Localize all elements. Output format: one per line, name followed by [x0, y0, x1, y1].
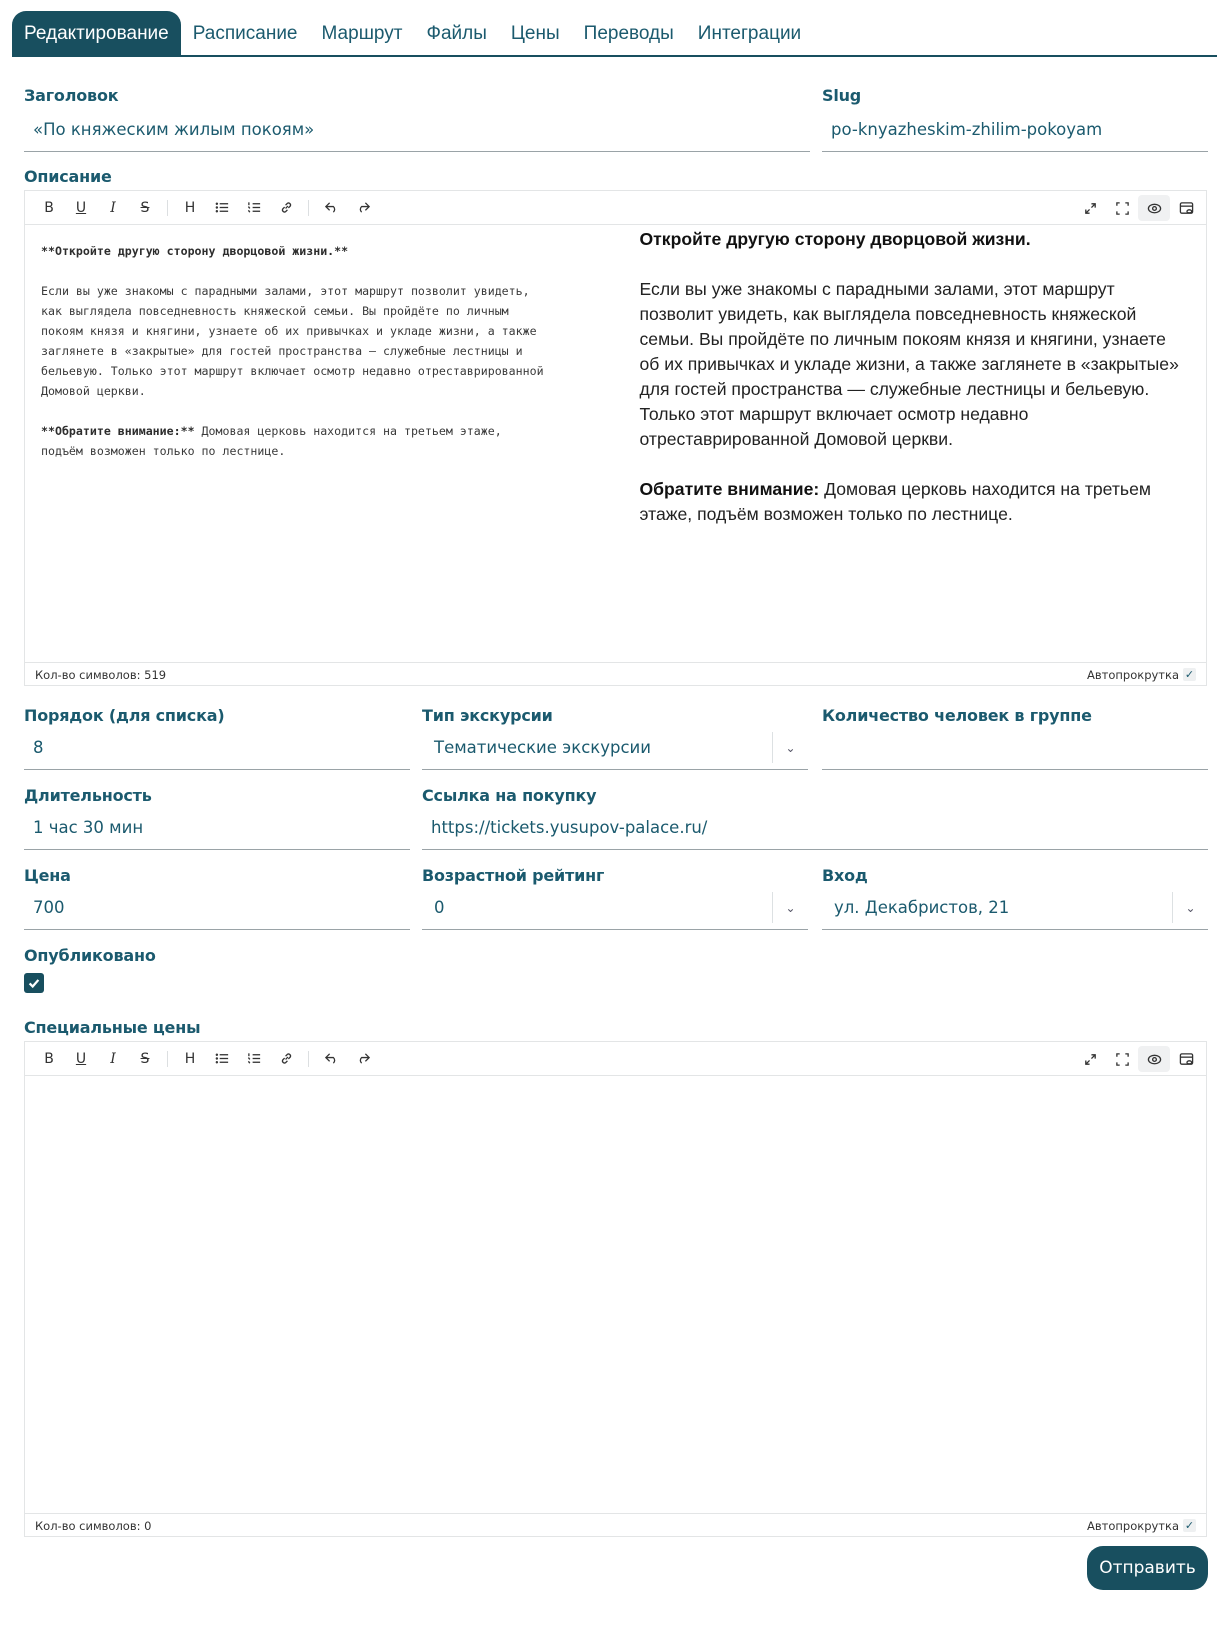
tab-integrations[interactable]: Интеграции	[697, 23, 802, 44]
heading-glyph: H	[184, 1050, 196, 1067]
special-prices-textarea[interactable]	[25, 1076, 1206, 1513]
preview-note-text: Домовая церковь находится на третьем этаже, подъём возможен только по лестнице.	[639, 479, 1151, 524]
md-note-bold: **Обратите внимание:**	[41, 424, 195, 438]
group-size-label: Количество человек в группе	[822, 706, 1092, 725]
preview-note	[640, 477, 1187, 527]
check-icon: ✓	[1184, 668, 1195, 681]
special-prices-statusbar	[25, 1513, 1206, 1537]
autoscroll-toggle[interactable]	[1087, 1519, 1196, 1533]
link-icon[interactable]	[270, 1046, 302, 1072]
duration-value: 1 час 30 мин	[33, 818, 144, 837]
preview-heading: Откройте другую сторону дворцовой жизни.	[639, 229, 1031, 249]
duration-label: Длительность	[24, 786, 152, 805]
age-rating-value: 0	[434, 898, 445, 917]
bold-icon[interactable]	[33, 1046, 65, 1072]
bold-icon[interactable]	[33, 195, 65, 221]
markdown-textarea[interactable]	[25, 225, 616, 662]
underline-icon[interactable]	[65, 195, 97, 221]
toolbar-separator	[308, 200, 309, 216]
redo-icon[interactable]	[347, 1046, 379, 1072]
numbered-list-icon[interactable]	[238, 1046, 270, 1072]
fullscreen-icon[interactable]	[1074, 195, 1106, 221]
heading-icon[interactable]	[174, 1046, 206, 1072]
description-editor	[24, 190, 1207, 686]
preview-icon[interactable]	[1138, 1046, 1170, 1072]
toolbar-right	[1074, 195, 1202, 221]
tour-type-label: Тип экскурсии	[422, 706, 553, 725]
undo-icon[interactable]	[315, 195, 347, 221]
strike-glyph: S	[140, 199, 150, 216]
chevron-down-icon: ⌄	[1172, 892, 1208, 923]
check-icon: ✓	[1184, 1519, 1195, 1532]
description-body	[25, 225, 1206, 662]
submit-button[interactable]: Отправить	[1087, 1546, 1208, 1590]
autoscroll-label: Автопрокрутка	[1087, 1518, 1179, 1533]
underline-glyph: U	[75, 1050, 87, 1067]
order-label: Порядок (для списка)	[24, 706, 225, 725]
fullscreen-icon[interactable]	[1074, 1046, 1106, 1072]
description-label: Описание	[24, 167, 112, 186]
slug-input[interactable]	[822, 108, 1208, 152]
md-paragraph: Если вы уже знакомы с парадными залами, этот маршрут позволит увидеть, как выглядела повседневность княжеской семьи. Вы пройдёте по личным покоям князя и княгини, узнаете об их привычках и укладе жизни, а также заглянете в «закрытые» для гостей пространства — служебные лестницы и бельевую. Только этот маршрут включает осмотр недавно отреставрированной Домовой церкви.	[41, 284, 544, 398]
expand-icon[interactable]	[1106, 1046, 1138, 1072]
tab-edit[interactable]: Редактирование	[12, 11, 181, 55]
toolbar-separator	[167, 200, 168, 216]
heading-glyph: H	[184, 199, 196, 216]
link-icon[interactable]	[270, 195, 302, 221]
char-count: Кол-во символов: 519	[35, 667, 167, 682]
tab-prices[interactable]: Цены	[510, 23, 560, 44]
bold-glyph: B	[44, 1050, 54, 1067]
md-heading: **Откройте другую сторону дворцовой жизни.**	[41, 244, 349, 258]
heading-icon[interactable]	[174, 195, 206, 221]
title-input[interactable]	[24, 108, 810, 152]
bullet-list-icon[interactable]	[206, 195, 238, 221]
entrance-value: ул. Декабристов, 21	[834, 898, 1010, 917]
chevron-down-icon: ⌄	[772, 892, 808, 923]
description-toolbar	[25, 191, 1206, 225]
purchase-link-label: Ссылка на покупку	[422, 786, 597, 805]
tour-type-select[interactable]	[422, 726, 808, 770]
strike-glyph: S	[140, 1050, 150, 1067]
char-count: Кол-во символов: 0	[35, 1518, 152, 1533]
checkmark-icon	[27, 976, 41, 990]
autoscroll-toggle[interactable]	[1087, 668, 1196, 682]
numbered-list-icon[interactable]	[238, 195, 270, 221]
redo-icon[interactable]	[347, 195, 379, 221]
strikethrough-icon[interactable]	[129, 195, 161, 221]
price-value: 700	[33, 898, 65, 917]
title-label: Заголовок	[24, 86, 119, 105]
italic-icon[interactable]	[97, 195, 129, 221]
tab-bar	[12, 12, 1217, 57]
preview-paragraph: Если вы уже знакомы с парадными залами, этот маршрут позволит увидеть, как выглядела повседневность княжеской семьи. Вы пройдёте по личным покоям князя и княгини, узнаете об их привычках и укладе жизни, а также заглянете в «закрытые» для гостей пространства — служебные лестницы и бельевую. Только этот маршрут включает осмотр недавно отреставрированной Домовой церкви.	[639, 279, 1179, 449]
price-label: Цена	[24, 866, 71, 885]
tab-schedule[interactable]: Расписание	[192, 23, 298, 44]
italic-icon[interactable]	[97, 1046, 129, 1072]
order-input[interactable]	[24, 726, 410, 770]
undo-icon[interactable]	[315, 1046, 347, 1072]
italic-glyph: I	[110, 199, 116, 216]
published-checkbox[interactable]	[24, 973, 44, 993]
toolbar-separator	[167, 1051, 168, 1067]
underline-icon[interactable]	[65, 1046, 97, 1072]
tab-route[interactable]: Маршрут	[321, 23, 403, 44]
md-note-text: Домовая церковь находится на третьем этаже, подъём возможен только по лестнице.	[41, 424, 502, 458]
entrance-select[interactable]	[822, 886, 1208, 930]
purchase-link-value: https://tickets.yusupov-palace.ru/	[431, 818, 708, 837]
special-prices-label: Специальные цены	[24, 1018, 201, 1037]
bullet-list-icon[interactable]	[206, 1046, 238, 1072]
title-value: «По княжеским жилым покоям»	[33, 120, 315, 139]
side-by-side-icon[interactable]	[1170, 1046, 1202, 1072]
slug-value: po-knyazheskim-zhilim-pokoyam	[831, 120, 1103, 139]
special-prices-toolbar	[25, 1042, 1206, 1076]
published-label: Опубликовано	[24, 946, 156, 965]
tab-files[interactable]: Файлы	[426, 23, 487, 44]
autoscroll-label: Автопрокрутка	[1087, 667, 1179, 682]
order-value: 8	[33, 738, 44, 757]
slug-label: Slug	[822, 86, 862, 105]
expand-icon[interactable]	[1106, 195, 1138, 221]
purchase-link-input[interactable]	[422, 806, 1208, 850]
age-rating-label: Возрастной рейтинг	[422, 866, 605, 885]
preview-icon[interactable]	[1138, 195, 1170, 221]
tour-type-value: Тематические экскурсии	[434, 738, 651, 757]
tab-translations[interactable]: Переводы	[583, 23, 674, 44]
age-rating-select[interactable]	[422, 886, 808, 930]
duration-input[interactable]	[24, 806, 410, 850]
toolbar-right	[1074, 1046, 1202, 1072]
group-size-input[interactable]	[822, 726, 1208, 770]
entrance-label: Вход	[822, 866, 868, 885]
strikethrough-icon[interactable]	[129, 1046, 161, 1072]
description-statusbar	[25, 662, 1206, 686]
chevron-down-icon: ⌄	[772, 732, 808, 763]
price-input[interactable]	[24, 886, 410, 930]
markdown-preview	[616, 225, 1207, 662]
toolbar-separator	[308, 1051, 309, 1067]
italic-glyph: I	[110, 1050, 116, 1067]
preview-note-bold: Обратите внимание:	[639, 479, 820, 499]
special-prices-editor	[24, 1041, 1207, 1537]
underline-glyph: U	[75, 199, 87, 216]
bold-glyph: B	[44, 199, 54, 216]
side-by-side-icon[interactable]	[1170, 195, 1202, 221]
